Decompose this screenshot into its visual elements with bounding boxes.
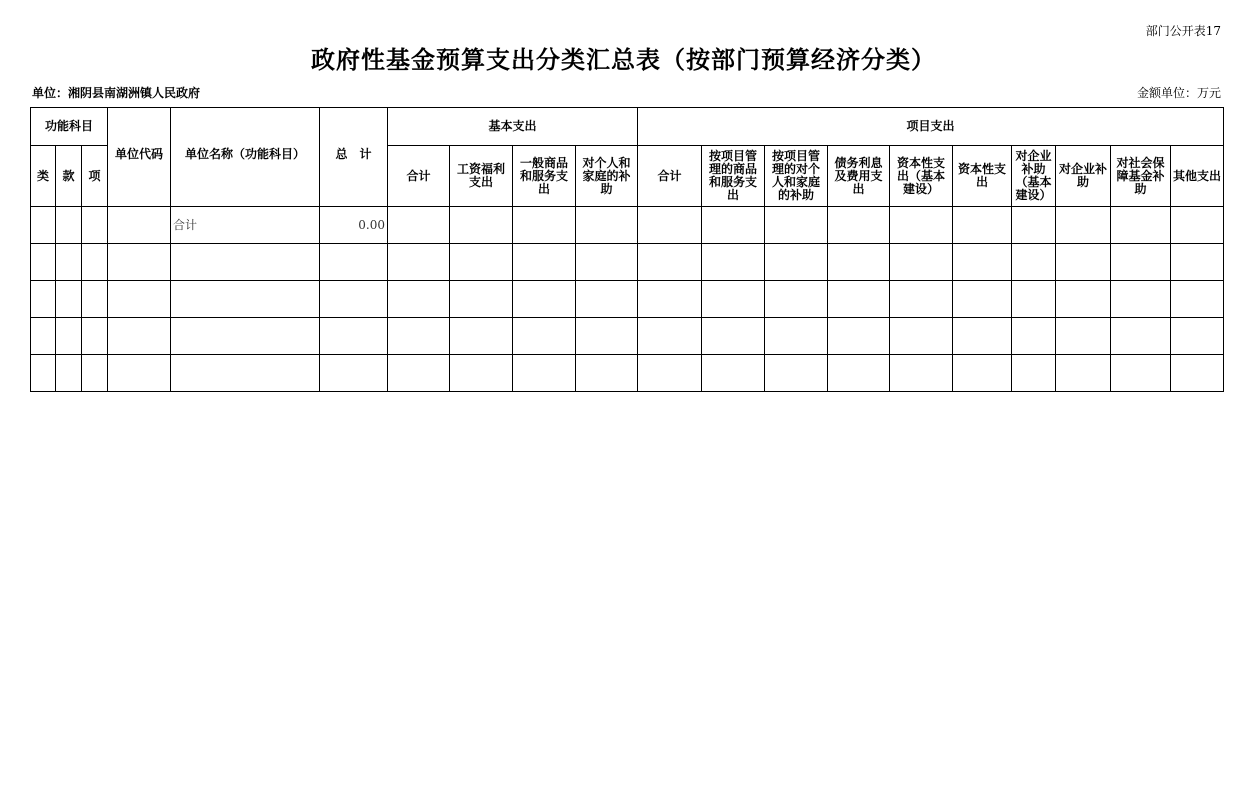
table-row (31, 207, 1224, 244)
project-col-header: 对社会保障基金补助 (1111, 146, 1171, 207)
basic-expenditure-header: 基本支出 (388, 108, 638, 146)
table-row (31, 281, 1224, 318)
table-row (31, 355, 1224, 392)
total-cell (320, 355, 388, 392)
unit-label: 单位：湘阴县南湖洲镇人民政府 (32, 86, 201, 100)
unit-name-cell (171, 281, 320, 318)
page-title: 政府性基金预算支出分类汇总表（按部门预算经济分类） (311, 45, 936, 74)
project-expenditure-header: 项目支出 (638, 108, 1224, 146)
total-cell: 0.00 (320, 207, 388, 244)
unit-name-cell: 合计 (171, 207, 320, 244)
unit-name-cell (171, 318, 320, 355)
table-row (31, 318, 1224, 355)
project-col-header: 其他支出 (1171, 146, 1224, 207)
total-cell (320, 318, 388, 355)
project-col-header: 债务利息及费用支出 (828, 146, 890, 207)
total-cell (320, 244, 388, 281)
project-col-header: 对企业补助 (1056, 146, 1111, 207)
project-col-header: 按项目管理的商品和服务支出 (702, 146, 765, 207)
category-kuan-header: 款 (56, 146, 82, 207)
form-number-tag: 部门公开表17 (1145, 24, 1221, 38)
basic-col-header: 工资福利支出 (450, 146, 513, 207)
function-subject-header: 功能科目 (31, 108, 108, 146)
table-row (31, 244, 1224, 281)
total-header: 总 计 (320, 108, 388, 207)
unit-name-header: 单位名称（功能科目） (171, 108, 320, 207)
expenditure-table (30, 107, 1224, 392)
unit-name-cell (171, 355, 320, 392)
basic-col-header: 一般商品和服务支出 (513, 146, 576, 207)
unit-name-cell (171, 244, 320, 281)
project-col-header: 资本性支出 (953, 146, 1012, 207)
amount-unit-label: 金额单位：万元 (1136, 86, 1221, 100)
project-col-header: 资本性支出（基本建设） (890, 146, 953, 207)
total-cell (320, 281, 388, 318)
project-col-header: 合计 (638, 146, 702, 207)
category-xiang-header: 项 (82, 146, 108, 207)
unit-code-header: 单位代码 (108, 108, 171, 207)
project-col-header: 对企业补助（基本建设） (1012, 146, 1056, 207)
basic-col-header: 对个人和家庭的补助 (576, 146, 638, 207)
project-col-header: 按项目管理的对个人和家庭的补助 (765, 146, 828, 207)
basic-col-header: 合计 (388, 146, 450, 207)
category-lei-header: 类 (31, 146, 56, 207)
